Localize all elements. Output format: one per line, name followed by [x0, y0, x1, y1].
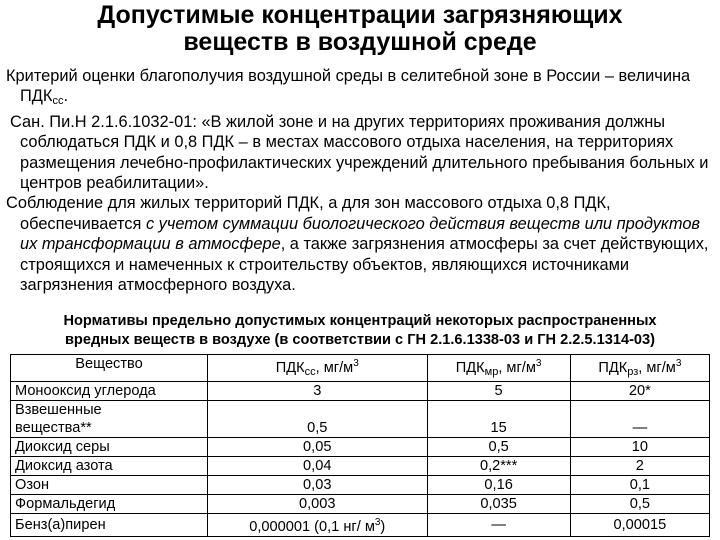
- pdk-rz-value: 20*: [570, 382, 709, 401]
- substance-name: Взвешенные вещества**: [11, 401, 208, 438]
- substance-name: Монооксид углерода: [11, 382, 208, 401]
- substance-name: Бенз(а)пирен: [11, 514, 208, 537]
- pdk-ss-value: 0,03: [208, 476, 428, 495]
- title-line-1: Допустимые концентрации загрязняющих: [97, 1, 623, 29]
- table-row: [11, 382, 710, 401]
- pdk-mr-value: 0,035: [427, 495, 570, 514]
- pdk-ss-value: 0,003: [208, 495, 428, 514]
- table-title-line-2: вредных веществ в воздухе (в соответствии с ГН 2.1.6.1338-03 и ГН 2.2.5.1314-03): [64, 332, 656, 348]
- substance-name: Формальдегид: [11, 495, 208, 514]
- substance-name: Диоксид азота: [11, 457, 208, 476]
- criterion-end: .: [63, 87, 68, 106]
- pdk-mr-value: —: [427, 514, 570, 537]
- table-row: [11, 457, 710, 476]
- pdk-table: [10, 354, 710, 537]
- table-row: [11, 514, 710, 537]
- pdk-ss-value: 3: [208, 382, 428, 401]
- compliance-end: , а также загрязнения атмосферы за счет действующих, строящихся и намеченных к строительству объектов, являющихся источниками загрязнения атмосферного воздуха.: [20, 235, 709, 295]
- substance-name: Диоксид серы: [11, 438, 208, 457]
- header-substance: Вещество: [11, 355, 208, 382]
- pdk-mr-value: 5: [427, 382, 570, 401]
- pdk-mr-value: 15: [427, 401, 570, 438]
- table-row: [11, 495, 710, 514]
- pdk-rz-value: 0,1: [570, 476, 709, 495]
- header-pdk-rz: $ПДК_{рз}$, $мг/м^3$: [570, 355, 709, 382]
- pdk-ss-value: 0,05: [208, 438, 428, 457]
- pdk-ss-value: 0,04: [208, 457, 428, 476]
- paragraph-sanpin: Сан. Пи.Н 2.1.6.1032-01: «В жилой зоне и на других территориях проживания должны соблюдаться ПДК и 0,8 ПДК – в местах массового отдыха населения, на территориях размещения лечебно-профилактических учреждений длительного пребывания больных и центров реабилитации».: [10, 112, 709, 193]
- criterion-text: Критерий оценки благополучия воздушной среды в селитебной зоне в России – величина ПДК: [6, 67, 691, 106]
- table-title-line-1: Нормативы предельно допустимых концентраций некоторых распространенных: [63, 313, 657, 329]
- compliance-italic: с учетом суммации биологического действия веществ или продуктов их трансформации в атмосфере: [20, 214, 700, 254]
- table-row: [11, 401, 710, 438]
- paragraph-criterion: [6, 66, 714, 112]
- table-header-row: [11, 355, 710, 382]
- title-line-2: веществ в воздушной среде: [183, 28, 537, 56]
- table-title: [0, 312, 720, 350]
- pdk-rz-value: 0,5: [570, 495, 709, 514]
- paragraph-compliance: [6, 193, 714, 295]
- pdk-rz-value: 0,00015: [570, 514, 709, 537]
- header-pdk-ss: $ПДК_{сс}$, $мг/м^3$: [208, 355, 428, 382]
- substance-name: Озон: [11, 476, 208, 495]
- compliance-start: Соблюдение для жилых территорий ПДК, а для зон массового отдыха 0,8 ПДК, обеспечивается: [6, 194, 611, 233]
- pdk-rz-value: —: [570, 401, 709, 438]
- pdk-mr-value: 0,5: [427, 438, 570, 457]
- body-text: [6, 66, 714, 295]
- pdk-mr-value: 0,2***: [427, 457, 570, 476]
- table-row: [11, 438, 710, 457]
- pdk-ss-value: 0,5: [208, 401, 428, 438]
- criterion-subscript: сс: [52, 95, 64, 108]
- slide-title: [0, 2, 720, 56]
- pdk-ss-value: 0,000001 (0,1 нг/ $м^3$): [208, 514, 428, 537]
- pdk-rz-value: 10: [570, 438, 709, 457]
- pdk-rz-value: 2: [570, 457, 709, 476]
- header-pdk-mr: $ПДК_{мр}$, $мг/м^3$: [427, 355, 570, 382]
- table-row: [11, 476, 710, 495]
- pdk-mr-value: 0,16: [427, 476, 570, 495]
